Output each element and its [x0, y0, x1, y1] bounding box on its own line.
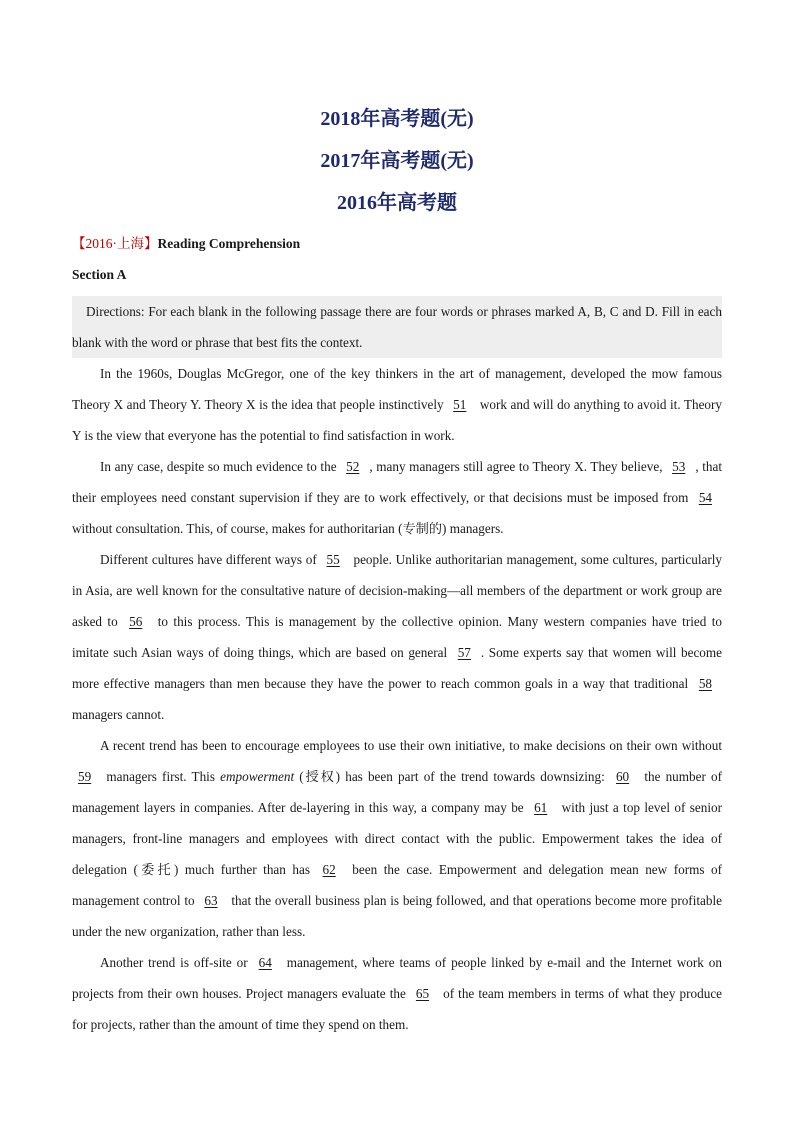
- title-2018: 2018年高考题(无): [320, 108, 474, 130]
- blank-56: 56: [129, 614, 143, 629]
- p5-text-1: Another trend is off-site or: [100, 955, 248, 970]
- directions-text: Directions: For each blank in the following passage there are four words or phrases marked A, B, C and D. Fill in each blank with the word or phrase that best fits the context.: [72, 304, 722, 350]
- blank-51: 51: [453, 397, 467, 412]
- p3-text-3: to this process. This is management by the collective opinion. Many western companies have tried to imitate such Asian ways of doing things, which are based on general: [72, 614, 723, 660]
- p4-text-6: been the case. Empowerment and delegation mean new forms of management control to: [72, 862, 723, 908]
- p4-text-3: (授权) has been part of the trend towards downsizing:: [299, 769, 605, 784]
- p4-text-7: that the overall business plan is being followed, and that operations become more profitable under the new organization, rather than less.: [72, 893, 722, 939]
- blank-64: 64: [258, 955, 272, 970]
- p1-text-1: In the 1960s, Douglas McGregor, one of the key thinkers in the art of management, developed the mow famous Theory X and Theory Y. Theory X is the idea that people instinctively: [72, 366, 722, 412]
- paragraph-1: [72, 358, 722, 451]
- section-heading: Section A: [72, 267, 127, 282]
- p4-text-5: with just a top level of senior managers, front-line managers and employees with direct contact with the public. Empowerment takes the idea of delegation (委托) much further than has: [72, 800, 723, 877]
- blank-53: 53: [672, 459, 686, 474]
- p4-text-1: A recent trend has been to encourage employees to use their own initiative, to make decisions on their own without: [100, 738, 722, 753]
- paragraph-2: [72, 451, 722, 544]
- title-2017: 2017年高考题(无): [320, 150, 474, 172]
- p3-text-1: Different cultures have different ways of: [100, 552, 317, 567]
- paragraph-3: [72, 544, 722, 730]
- blank-54: 54: [698, 490, 712, 505]
- p3-text-4: . Some experts say that women will become more effective managers than men because they have the power to reach common goals in a way that traditional: [72, 645, 722, 691]
- p2-text-3: , that their employees need constant supervision if they are to work effectively, or that decisions must be imposed from: [72, 459, 723, 505]
- p4-emphasis: empowerment: [220, 769, 295, 784]
- source-line: [72, 234, 722, 254]
- p2-text-2: , many managers still agree to Theory X. They believe,: [369, 459, 663, 474]
- blank-55: 55: [326, 552, 340, 567]
- paragraph-5: [72, 947, 722, 1040]
- blank-61: 61: [534, 800, 548, 815]
- blank-62: 62: [322, 862, 336, 877]
- source-label: Reading Comprehension: [157, 236, 301, 251]
- blank-57: 57: [457, 645, 471, 660]
- p5-text-3: of the team members in terms of what they produce for projects, rather than the amount of time they spend on them.: [72, 986, 723, 1032]
- blank-60: 60: [615, 769, 630, 784]
- blank-52: 52: [346, 459, 360, 474]
- blank-59: 59: [78, 769, 92, 784]
- blank-63: 63: [204, 893, 218, 908]
- p5-text-2: management, where teams of people linked by e-mail and the Internet work on projects from their own houses. Project managers evaluate the: [72, 955, 722, 1001]
- title-2016: 2016年高考题: [337, 192, 457, 214]
- blank-58: 58: [698, 676, 713, 691]
- document-page: [72, 98, 722, 1040]
- directions-box: [72, 296, 722, 358]
- p4-text-4: the number of management layers in companies. After de-layering in this way, a company may be: [72, 769, 723, 815]
- paragraph-4: [72, 730, 722, 947]
- p3-text-2: people. Unlike authoritarian management, some cultures, particularly in Asia, are well known for the consultative nature of decision-making—all members of the department or work group are asked to: [72, 552, 723, 629]
- p2-text-1: In any case, despite so much evidence to the: [100, 459, 337, 474]
- blank-65: 65: [415, 986, 430, 1001]
- p1-text-2: work and will do anything to avoid it. Theory Y is the view that everyone has the potential to find satisfaction in work.: [72, 397, 723, 443]
- source-tag: 【2016·上海】: [72, 236, 158, 251]
- p2-text-4: without consultation. This, of course, makes for authoritarian (专制的) managers.: [72, 521, 504, 536]
- p4-text-2: managers first. This: [106, 769, 215, 784]
- p3-text-5: managers cannot.: [72, 707, 165, 722]
